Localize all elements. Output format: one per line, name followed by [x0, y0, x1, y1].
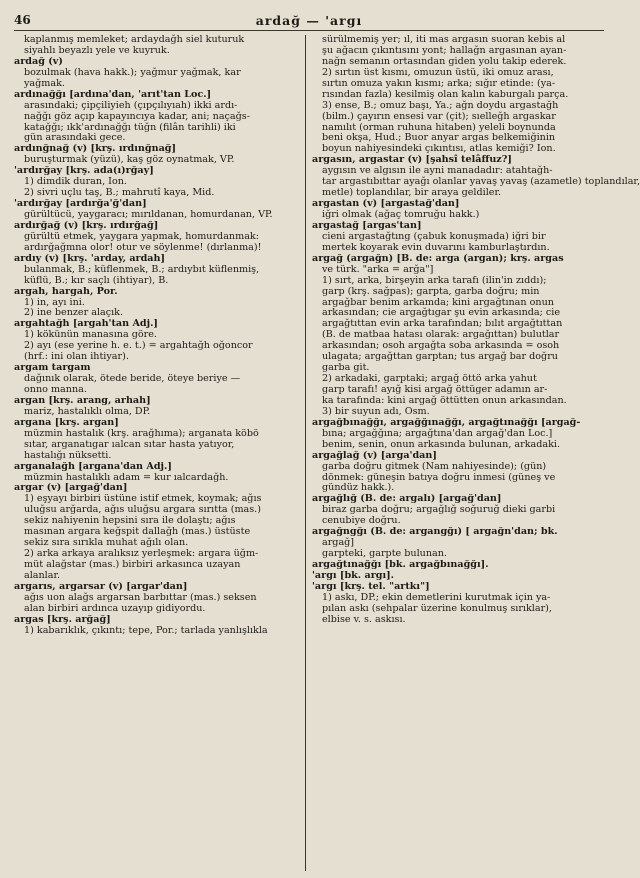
entry-text-line: yağmak. — [24, 77, 65, 89]
entry-headword-line: argam targam — [14, 362, 91, 374]
entry-text-line: elbise v. s. askısı. — [322, 613, 406, 625]
entry-text-line: ka tarafında: kini argağ öttütten onun arkasından. — [322, 394, 567, 406]
entry-text-line: pılan askı (sehpalar üzerine konulmuş sırıklar), — [322, 602, 552, 614]
entry-headword-line: argahtağh [argah'tan Adj.] — [14, 318, 158, 330]
entry-headword-line: ardınağğı [ardına'dan, 'arıt'tan Loc.] — [14, 88, 212, 100]
right-column — [312, 34, 640, 871]
entry-headword-line: argas [krş. arğağ] — [14, 613, 111, 625]
entry-text-line: garpteki, garpte bulunan. — [322, 548, 447, 560]
entry-text-line: namılıt (orman ruhuna hitaben) yeleli boynunda — [322, 121, 556, 133]
entry-text-line: şu ağacın çıkıntısını yont; hallağn argasınan ayan- — [322, 44, 567, 56]
entry-text-line: bulanmak, B.; küflenmek, B.; ardıybıt küflenmiş, — [24, 263, 260, 275]
entry-text-line: garba doğru gitmek (Nam nahiyesinde); (gün) — [322, 460, 547, 472]
entry-text-line: 3) ense, B.; omuz başı, Ya.; ağn doydu argastağh — [322, 99, 559, 111]
entry-text-line: mariz, hastalıklı olma, DP. — [24, 405, 151, 417]
entry-text-line: 2) arka arkaya aralıksız yerleşmek: argara üğm- — [24, 548, 259, 560]
entry-text-line: 1) dimdik duran, Ion. — [24, 176, 127, 188]
entry-headword-line: argağlığ (B. de: argalı) [argağ'dan] — [312, 493, 502, 505]
entry-headword-line: argan [krş. arang, arhah] — [14, 394, 151, 406]
entry-headword-line: ardıy (v) [krş. 'arday, ardah] — [14, 252, 166, 264]
entry-headword-line: argağ (argağn) [B. de: arga (argan); krş. argas — [312, 252, 564, 264]
entry-text-line: ve türk. "arka = arğa"] — [322, 263, 434, 275]
entry-text-line: siyahlı beyazlı yele ve kuyruk. — [24, 44, 170, 56]
entry-text-line: benim, senin, onun arkasında bulunan, arkadaki. — [322, 438, 561, 450]
column-divider — [305, 35, 306, 871]
entry-text-line: cieni argastağtıng (çabuk konuşmada) iğri bir — [322, 230, 546, 242]
page-number: 46 — [14, 13, 31, 27]
entry-text-line: arkasından; cie argağtıgar şu evin arkasında; cie — [322, 307, 561, 319]
entry-headword-line: argastağ [argas'tan] — [312, 219, 422, 231]
entry-text-line: nağn semanın ortasından giden yolu takip ederek. — [322, 55, 567, 67]
entry-text-line: boyun nahiyesindeki çıkıntısı, atlas kemiği? Ion. — [322, 143, 556, 155]
entry-text-line: aygısın ve algısın ile ayni manadadır: atahtağh- — [322, 165, 553, 177]
entry-headword-line: 'argı [krş. tel. "artkı"] — [312, 580, 430, 592]
entry-text-line: gürültücü, yaygaracı; mırıldanan, homurdanan, VP. — [24, 209, 273, 220]
entry-headword-line: ardınğnağ (v) [krş. ırdınğnağ] — [14, 143, 177, 155]
entry-text-line: argağbar benim arkamda; kini argağtınan onun — [322, 296, 554, 308]
entry-text-line: argağtıttan evin arka tarafından; bılıt argağtıttan — [322, 318, 563, 330]
entry-text-line: bozulmak (hava hakk.); yağmur yağmak, kar — [24, 66, 241, 78]
entry-text-line: argağ] — [322, 537, 355, 549]
entry-text-line: rısından fazla) kesilmiş olan kalın kaburgalı parça. — [322, 88, 569, 100]
entry-text-line: arkasından; osoh argağta soba arkasında = osoh — [322, 340, 560, 352]
entry-text-line: 3) bir suyun adı, Osm. — [322, 405, 430, 417]
entry-text-line: masınan argara keğspit dallağh (mas.) üstüste — [24, 526, 251, 538]
entry-text-line: dağınık olarak, ötede beride, öteye beriye — — [24, 373, 241, 385]
entry-text-line: onno manna. — [24, 384, 87, 395]
entry-text-line: gündüz hakk.). — [322, 482, 395, 494]
entry-text-line: ulagata; argağttan garptan; tus argağ bar doğru — [322, 351, 558, 363]
entry-headword-line: argağlağ (v) [arga'dan] — [312, 449, 437, 461]
entry-text-line: 2) ine benzer alaçık. — [24, 307, 124, 319]
entry-text-line: uluğsu arğarda, ağıs uluğsu argara sırıtta (mas.) — [24, 504, 261, 516]
entry-text-line: garp tarafı! ayığ kisi argağ öttüger adamın ar- — [322, 384, 548, 395]
entry-text-line: alanlar. — [24, 569, 61, 581]
entry-text-line: 1) in, ayı ini. — [24, 296, 85, 308]
entry-headword-line: 'ardırğay [krş. ada(ı)rğay] — [14, 165, 154, 177]
entry-text-line: ağıs uon alağs argarsan barbıttar (mas.) seksen — [24, 591, 257, 603]
page-header — [14, 12, 604, 31]
entry-text-line: 2) sırtın üst kısmı, omuzun üstü, iki omuz arası, — [322, 66, 554, 78]
entry-text-line: (bilm.) çayırın ensesi var (çit); sıelleğh argaskar — [322, 110, 556, 122]
entry-text-line: sekiz sıra sırıkla muhat ağılı olan. — [24, 537, 189, 549]
entry-headword-line: argana [krş. argan] — [14, 416, 119, 428]
entry-headword-line: 'ardırğay [ardırğa'ğ'dan] — [14, 198, 147, 210]
entry-text-line: gürültü etmek, yaygara yapmak, homurdanmak: — [24, 230, 259, 242]
entry-text-line: garp (krş. sağpas); garpta, garba doğru; min — [322, 285, 540, 297]
entry-text-line: müt alağstar (mas.) birbiri arkasınca uzayan — [24, 559, 241, 570]
entry-headword-line: argağtınağğı [bk. argağbınağğı]. — [312, 559, 489, 570]
entry-text-line: cenubiye doğru. — [322, 515, 401, 527]
entry-text-line: mertek koyarak evin duvarını kamburlaştırdın. — [322, 241, 550, 253]
entry-text-line: 1) kabarıklık, çıkıntı; tepe, Por.; tarlada yanlışlıkla — [24, 624, 268, 636]
entry-text-line: sırtın omuza yakın kısmı; arka; sığır etinde: (ya- — [322, 77, 556, 89]
entry-text-line: küflü, B.; kır saçlı (ihtiyar), B. — [24, 274, 169, 286]
entry-text-line: 1) eşyayı birbiri üstüne istif etmek, koymak; ağıs — [24, 493, 262, 505]
entry-headword-line: arganalağh [argana'dan Adj.] — [14, 460, 172, 472]
entry-text-line: alan birbiri ardınca uzayıp gidiyordu. — [24, 602, 206, 614]
entry-text-line: 2) ayı (ese yerine h. e. t.) = argahtağh oğoncor — [24, 340, 253, 352]
entry-text-line: buruşturmak (yüzü), kaş göz oynatmak, VP. — [24, 154, 235, 166]
entry-text-line: ardırğağmna olor! otur ve söylenme! (dırlanma)! — [24, 241, 262, 253]
entry-text-line: arasındaki; çipçiliyieh (çıpçılıyıah) ikki ardı- — [24, 99, 238, 111]
entry-headword-line: 'argı [bk. argı]. — [312, 569, 394, 581]
entry-headword-line: argağbınağğı, argağğınağğı, argağtınağğı [argağ- — [312, 416, 581, 428]
entry-text-line: katağğı; ıkk'ardınağğı tüğn (filân tarihli) iki — [24, 121, 236, 133]
entry-text-line: gün arasındaki gece. — [24, 132, 126, 144]
entry-headword-line: argastan (v) [argastağ'dan] — [312, 198, 460, 210]
entry-text-line: sekiz nahiyenin hepsini sıra ile dolaştı; ağıs — [24, 515, 236, 527]
text-columns — [14, 34, 640, 871]
entry-text-line: hastalığı nüksetti. — [24, 449, 112, 461]
entry-text-line: beni okşa, Hud.; Buor anyar argas belkemiğinin — [322, 132, 556, 144]
entry-text-line: 2) arkadaki, garptaki; argağ öttö arka yahut — [322, 373, 537, 385]
entry-headword-line: argah, hargah, Por. — [14, 285, 118, 297]
left-column — [14, 35, 299, 871]
entry-headword-line: ardağ (v) — [14, 55, 63, 67]
entry-text-line: dönmek: güneşin batıya doğru inmesi (güneş ve — [322, 471, 556, 483]
entry-text-line: garba git. — [322, 362, 370, 374]
entry-headword-line: argarıs, argarsar (v) [argar'dan] — [14, 580, 188, 592]
entry-text-line: müzmin hastalıklı adam = kur ıalcardağh. — [24, 471, 229, 483]
entry-text-line: (hrf.: ini olan ihtiyar). — [24, 351, 129, 363]
entry-text-line: tar argastıbıttar ayağı olanlar yavaş yavaş (azametle) toplandılar, — [322, 176, 640, 188]
entry-text-line: müzmin hastalık (krş. arağhıma); arganata köbö — [24, 427, 259, 439]
entry-text-line: 1) sırt, arka, birşeyin arka tarafı (ilin'in zıddı); — [322, 274, 547, 286]
running-head: ardağ — 'argı — [255, 12, 363, 28]
entry-text-line: nağğı göz açıp kapayıncıya kadar, ani; naçağs- — [24, 110, 250, 122]
entry-headword-line: ardırğağ (v) [krş. ırdırğağ] — [14, 219, 159, 231]
entry-text-line: metle) toplandılar, bir araya geldiler. — [322, 187, 502, 199]
entry-headword-line: argağngğı (B. de: argangğı) [ argağn'dan; bk. — [312, 526, 558, 538]
entry-text-line: biraz garba doğru; argağlığ soğuruğ dieki garbi — [322, 504, 556, 516]
entry-text-line: (B. de matbaa hatası olarak: argağıttan) bulutlar — [322, 329, 560, 341]
entry-text-line: kaplanmış memleket; ardaydağh siel kuturuk — [24, 34, 245, 45]
entry-text-line: iğri olmak (ağaç tomruğu hakk.) — [322, 209, 480, 220]
entry-text-line: 1) kökünün manasına göre. — [24, 329, 157, 341]
entry-text-line: sürülmemiş yer; ıl, iti mas argasın suoran kebis al — [322, 34, 566, 45]
entry-headword-line: argasın, argastar (v) [şahsî telâffuz?] — [312, 154, 512, 166]
entry-text-line: sıtar, arganatıgar ıalcan sıtar hasta yatıyor, — [24, 438, 235, 450]
entry-text-line: 1) askı, DP.; ekin demetlerini kurutmak için ya- — [322, 591, 551, 603]
entry-text-line: bına; argağğına; argağtına'dan argağ'dan Loc.] — [322, 427, 553, 439]
entry-headword-line: argar (v) [argağ'dan] — [14, 482, 128, 494]
entry-text-line: 2) sivri uçlu taş, B.; mahrutî kaya, Mid. — [24, 187, 215, 199]
